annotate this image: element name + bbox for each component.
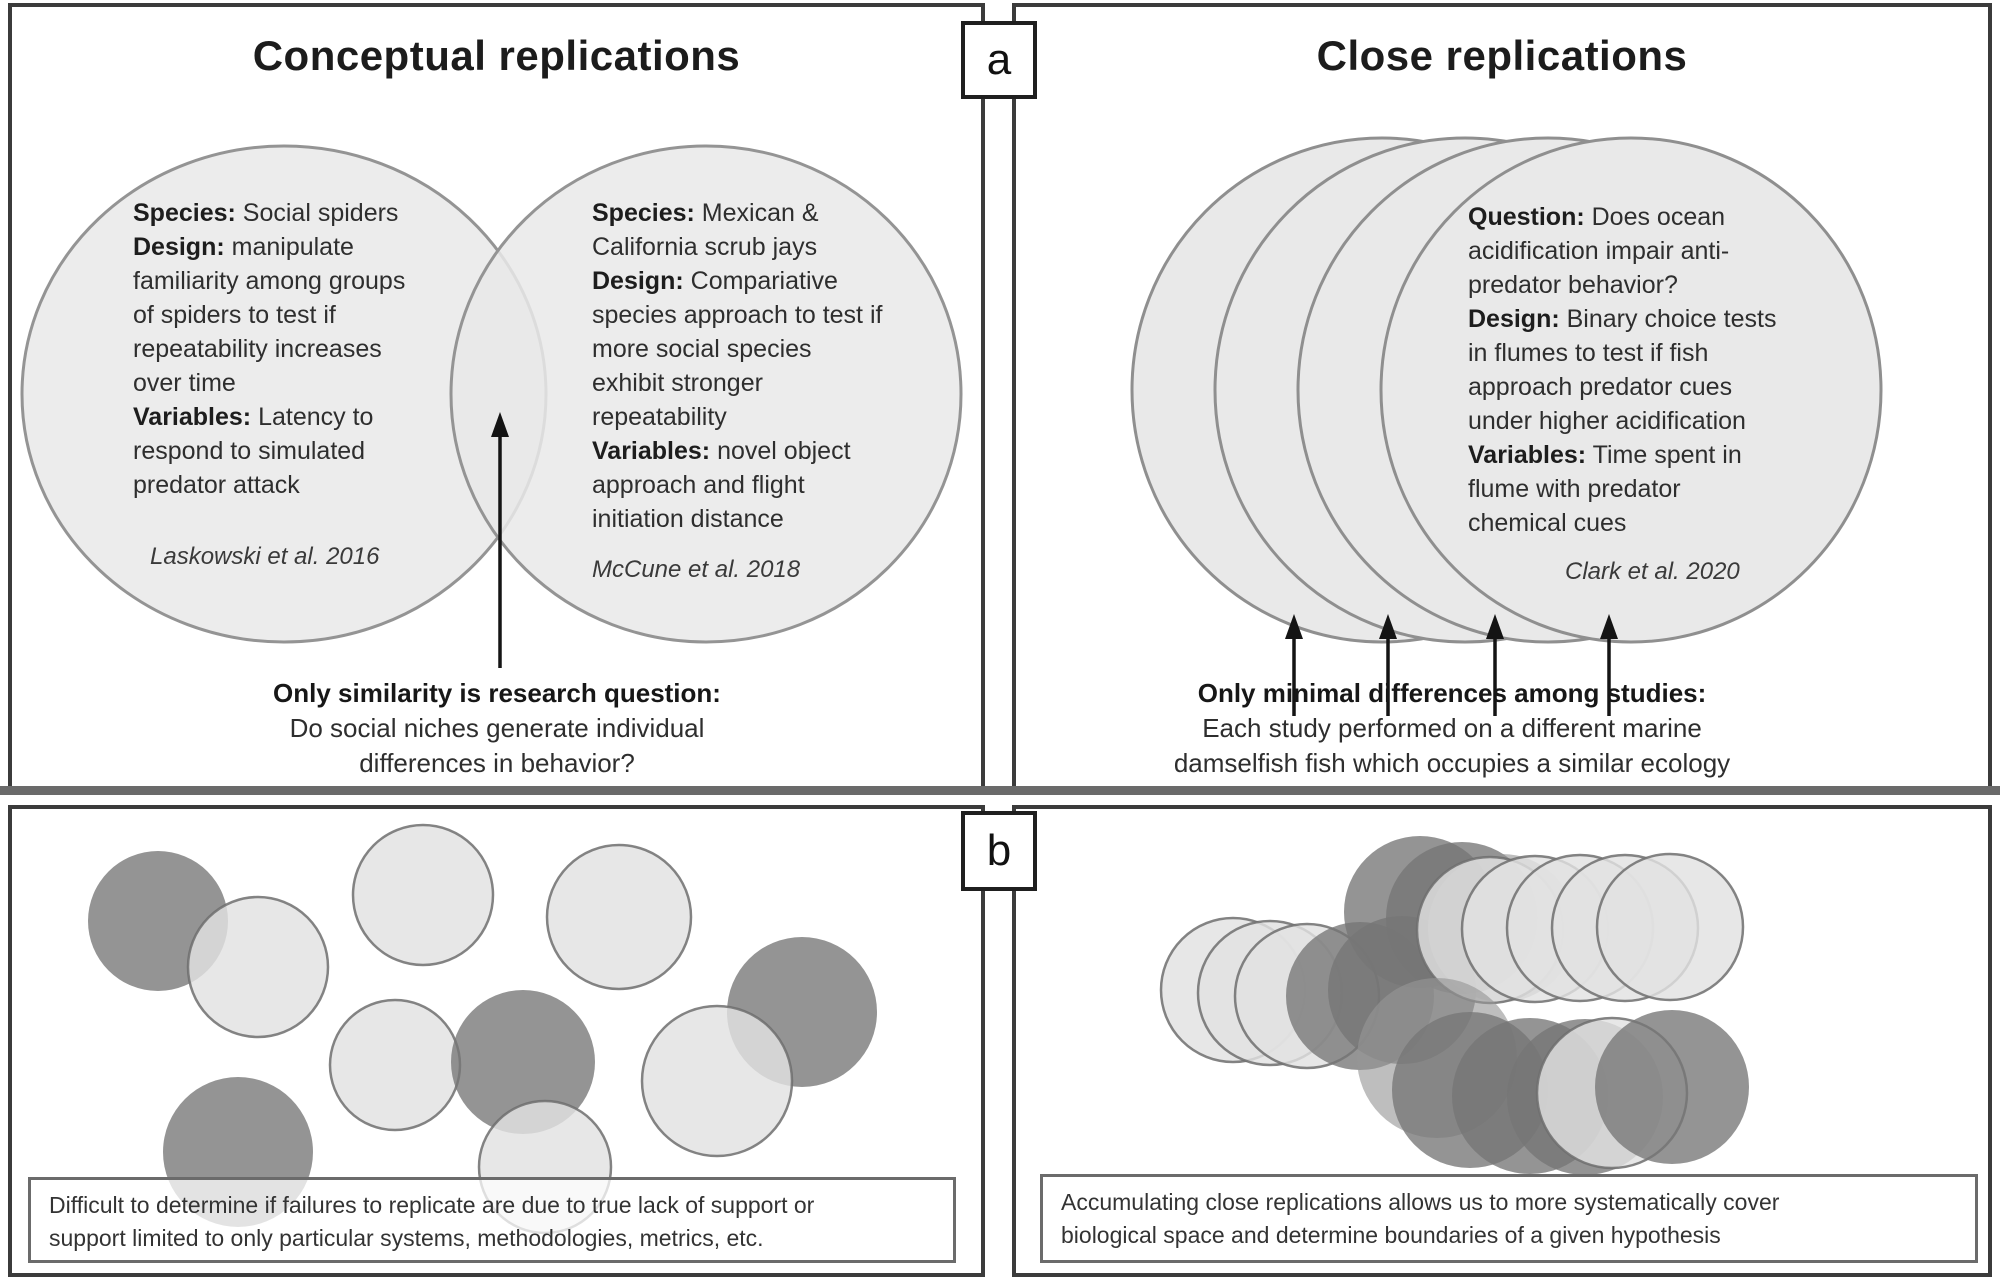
label-b-box bbox=[961, 811, 1037, 891]
venn-left-circle-text: Species: Social spiders Design: manipulate familiarity among groups of spiders to test if repeatability increases over time Variables: Latency to respond to simulated predator attack bbox=[133, 199, 406, 499]
label-a-box bbox=[961, 21, 1037, 99]
conceptual-caption bbox=[97, 676, 897, 781]
title-conceptual-replications: Conceptual replications bbox=[252, 32, 741, 79]
citation-clark: Clark et al. 2020 bbox=[1565, 558, 1740, 585]
label-b-text: b bbox=[986, 826, 1012, 875]
close-caption bbox=[1052, 676, 1852, 781]
citation-mccune: McCune et al. 2018 bbox=[592, 556, 801, 583]
close-caption-line: Each study performed on a different marine bbox=[1202, 713, 1702, 743]
note-right-line: biological space and determine boundaries of a given hypothesis bbox=[1061, 1222, 1721, 1248]
scattered-circles bbox=[88, 825, 877, 1233]
clustered-circles bbox=[1161, 836, 1749, 1175]
note-box-right bbox=[1040, 1174, 1978, 1263]
conceptual-caption-line: Do social niches generate individual bbox=[289, 713, 705, 743]
note-box-left bbox=[28, 1177, 956, 1263]
scatter-light-circle bbox=[547, 845, 691, 989]
title-close-replications: Close replications bbox=[1316, 32, 1688, 79]
stack-circle-text: Question: Does ocean acidification impair anti- predator behavior? Design: Binary choice tests in flumes to test if fish approach predator cues under higher acidification Variables: Time spent in flume with predator chemical cues bbox=[1468, 203, 1777, 537]
scatter-light-circle bbox=[330, 1000, 460, 1130]
cluster-dark-circle bbox=[1595, 1010, 1749, 1164]
divider-line bbox=[0, 786, 2000, 795]
cluster-light-circle bbox=[1597, 854, 1743, 1000]
citation-laskowski: Laskowski et al. 2016 bbox=[150, 543, 380, 570]
close-caption-line: damselfish fish which occupies a similar ecology bbox=[1173, 748, 1731, 778]
scatter-light-circle bbox=[642, 1006, 792, 1156]
label-a-text: a bbox=[986, 35, 1012, 84]
conceptual-caption-line: differences in behavior? bbox=[359, 748, 635, 778]
note-left-line: support limited to only particular systems, methodologies, metrics, etc. bbox=[49, 1225, 764, 1251]
scatter-light-circle bbox=[353, 825, 493, 965]
scatter-light-circle bbox=[188, 897, 328, 1037]
conceptual-caption-bold: Only similarity is research question: bbox=[273, 678, 721, 708]
note-left-line: Difficult to determine if failures to replicate are due to true lack of support or bbox=[49, 1192, 815, 1218]
venn-right-circle-text: Species: Mexican & California scrub jays Design: Compariative species approach to test if more social species exhibit stronger repeatability Variables: novel object approach and flight initiation distance bbox=[592, 199, 883, 533]
note-right-line: Accumulating close replications allows us to more systematically cover bbox=[1061, 1189, 1780, 1215]
close-caption-bold: Only minimal differences among studies: bbox=[1197, 678, 1707, 708]
